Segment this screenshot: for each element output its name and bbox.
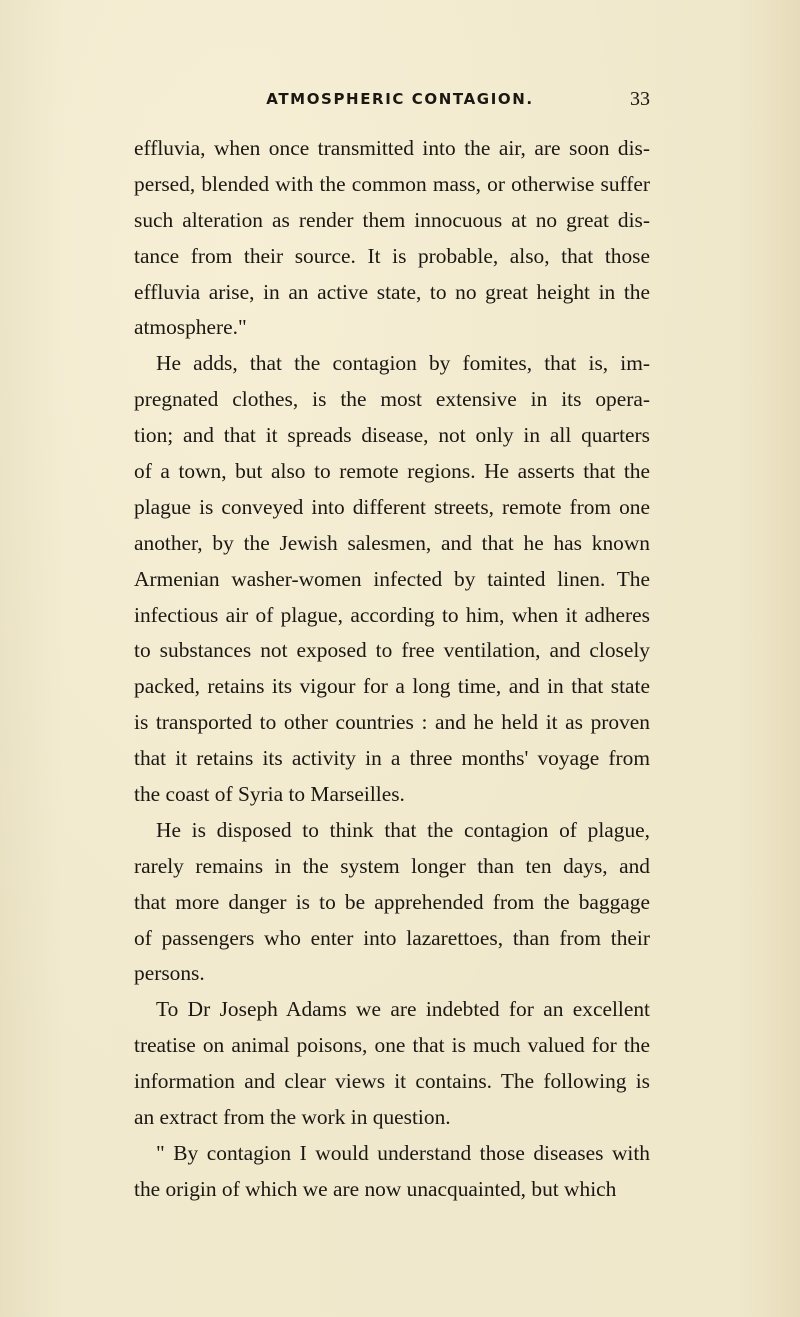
text-line: of passengers who enter into lazarettoes, than from their xyxy=(134,925,650,950)
text-line: tion; and that it spreads disease, not only in all quarters xyxy=(134,423,650,448)
text-line: rarely remains in the system longer than ten days, and xyxy=(134,853,650,878)
text-line: an extract from the work in question. xyxy=(134,1105,451,1130)
text-line: of a town, but also to remote regions. He asserts that the xyxy=(134,459,650,484)
text-line: to substances not exposed to free ventilation, and closely xyxy=(134,638,650,663)
text-line: plague is conveyed into different streets, remote from one xyxy=(134,494,650,519)
text-line: persons. xyxy=(134,961,205,986)
text-line: that it retains its activity in a three months' voyage from xyxy=(134,746,650,771)
text-line: Armenian washer-women infected by tainted linen. The xyxy=(134,566,650,591)
text-line: He is disposed to think that the contagion of plague, xyxy=(156,817,650,842)
running-head: ATMOSPHERIC CONTAGION. xyxy=(266,90,534,108)
text-line: is transported to other countries : and he held it as proven xyxy=(134,710,650,735)
text-line: the coast of Syria to Marseilles. xyxy=(134,782,405,807)
text-line: atmosphere." xyxy=(134,315,247,340)
text-line: the origin of which we are now unacquainted, but which xyxy=(134,1176,617,1201)
text-line: He adds, that the contagion by fomites, that is, im- xyxy=(156,351,650,376)
text-line: treatise on animal poisons, one that is much valued for the xyxy=(134,1033,650,1058)
text-line: infectious air of plague, according to him, when it adheres xyxy=(134,602,650,627)
text-line: tance from their source. It is probable, also, that those xyxy=(134,243,650,268)
text-line: that more danger is to be apprehended from the baggage xyxy=(134,889,650,914)
page-number: 33 xyxy=(630,88,650,110)
text-line: pregnated clothes, is the most extensive in its opera- xyxy=(134,387,650,412)
text-line: information and clear views it contains. The following is xyxy=(134,1069,650,1094)
text-line: persed, blended with the common mass, or otherwise suffer xyxy=(134,171,650,196)
text-line: effluvia, when once transmitted into the air, are soon dis- xyxy=(134,136,650,160)
text-line: such alteration as render them innocuous at no great dis- xyxy=(134,207,650,232)
page-header xyxy=(0,88,800,112)
text-line: " By contagion I would understand those diseases with xyxy=(156,1140,650,1165)
text-line: To Dr Joseph Adams we are indebted for an excellent xyxy=(156,997,650,1022)
text-line: packed, retains its vigour for a long time, and in that state xyxy=(134,674,650,699)
text-line: another, by the Jewish salesmen, and that he has known xyxy=(134,530,650,555)
body-text xyxy=(134,131,650,1208)
text-line: effluvia arise, in an active state, to no great height in the xyxy=(134,279,650,304)
